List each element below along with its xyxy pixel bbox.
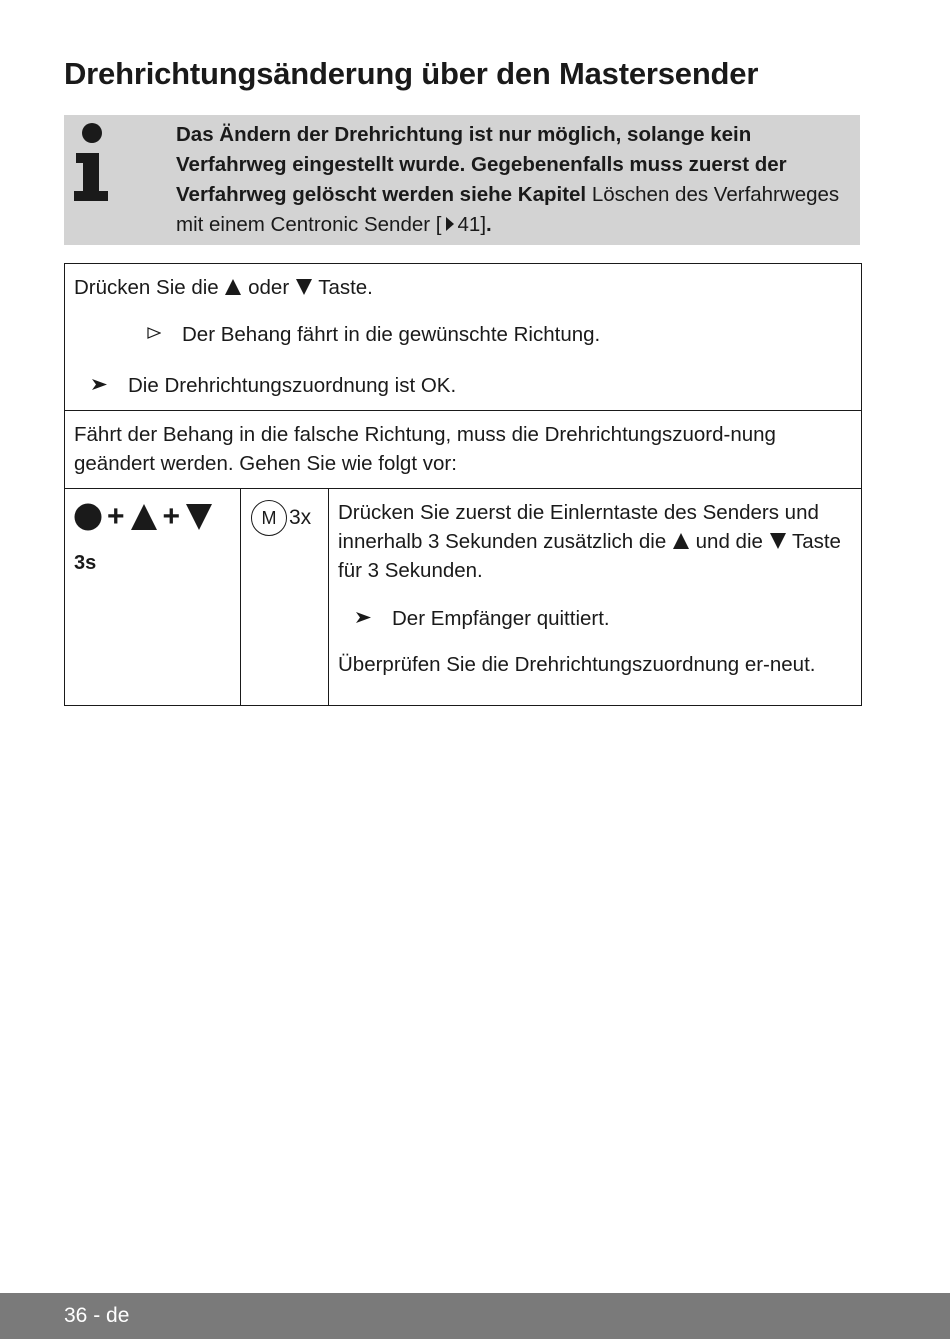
page-footer	[0, 1293, 950, 1339]
learn-button-icon	[74, 503, 102, 531]
step3-instruction-mid: und die	[695, 530, 763, 553]
table-row	[65, 264, 862, 411]
step1-result-text: Die Drehrichtungszuordnung ist OK.	[128, 374, 457, 397]
down-arrow-icon	[185, 503, 213, 531]
result-arrow-icon	[356, 604, 392, 633]
table-row	[65, 489, 862, 706]
motor-feedback-cell	[241, 489, 329, 706]
note-link-text[interactable]: Löschen des Verfahrweges mit einem Centronic Sender	[176, 183, 840, 236]
note-bold-text: Das Ändern der Drehrichtung ist nur möglich, solange kein Verfahrweg eingestellt wurde. Gegebenenfalls muss zuerst der Verfahrweg gelöscht werden siehe Kapitel	[176, 123, 787, 206]
note-end: .	[486, 213, 492, 236]
key-combo	[74, 500, 231, 534]
step3-instruction	[338, 498, 852, 585]
step1-text-before: Drücken Sie die	[74, 276, 219, 299]
page-ref-arrow-icon	[444, 216, 456, 232]
step1-cell	[65, 264, 862, 411]
step3-check: Überprüfen Sie die Drehrichtungszuordnung er-neut.	[338, 653, 816, 676]
step3-instruction-before: Drücken Sie zuerst die Einlerntaste des Senders und innerhalb 3 Sekunden zusätzlich die	[338, 501, 819, 553]
step3-result	[356, 604, 852, 633]
step3-instruction-after: Taste für 3 Sekunden.	[338, 530, 841, 582]
step1-sub-result-text: Der Behang fährt in die gewünschte Richtung.	[182, 323, 601, 346]
note-ref-page[interactable]: 41	[457, 213, 481, 236]
info-icon	[72, 123, 114, 203]
plus-sign: +	[107, 500, 125, 533]
step1-instruction	[74, 273, 852, 302]
note-ref-close: ]	[480, 213, 487, 236]
step1-result	[92, 371, 852, 400]
intermediate-result-arrow-icon	[147, 320, 182, 349]
note-text	[176, 120, 851, 240]
info-note	[64, 115, 860, 245]
step3-result-text: Der Empfänger quittiert.	[392, 607, 610, 630]
motor-label: M	[261, 507, 277, 528]
plus-sign: +	[162, 500, 181, 533]
motor-feedback	[250, 500, 319, 536]
motor-icon	[251, 500, 287, 536]
down-arrow-icon	[769, 532, 787, 550]
up-arrow-icon	[224, 278, 242, 296]
result-arrow-icon	[92, 371, 128, 400]
step3-instruction-cell	[329, 489, 862, 706]
step1-sub-result	[147, 320, 852, 349]
up-arrow-icon	[130, 503, 158, 531]
down-arrow-icon	[295, 278, 313, 296]
motor-count: 3x	[289, 506, 312, 529]
table-row	[65, 411, 862, 489]
note-ref-open: [	[435, 213, 442, 236]
page-number: 36 - de	[64, 1304, 130, 1327]
step2-cell	[65, 411, 862, 489]
step2-text: Fährt der Behang in die falsche Richtung, muss die Drehrichtungszuord-nung geändert werden. Gehen Sie wie folgt vor:	[74, 423, 776, 475]
up-arrow-icon	[672, 532, 690, 550]
step1-text-mid: oder	[248, 276, 290, 299]
step1-text-after: Taste.	[318, 276, 373, 299]
duration-label: 3s	[74, 552, 97, 574]
key-combo-cell	[65, 489, 241, 706]
steps-table	[64, 263, 862, 706]
page-title: Drehrichtungsänderung über den Mastersender	[64, 56, 759, 91]
